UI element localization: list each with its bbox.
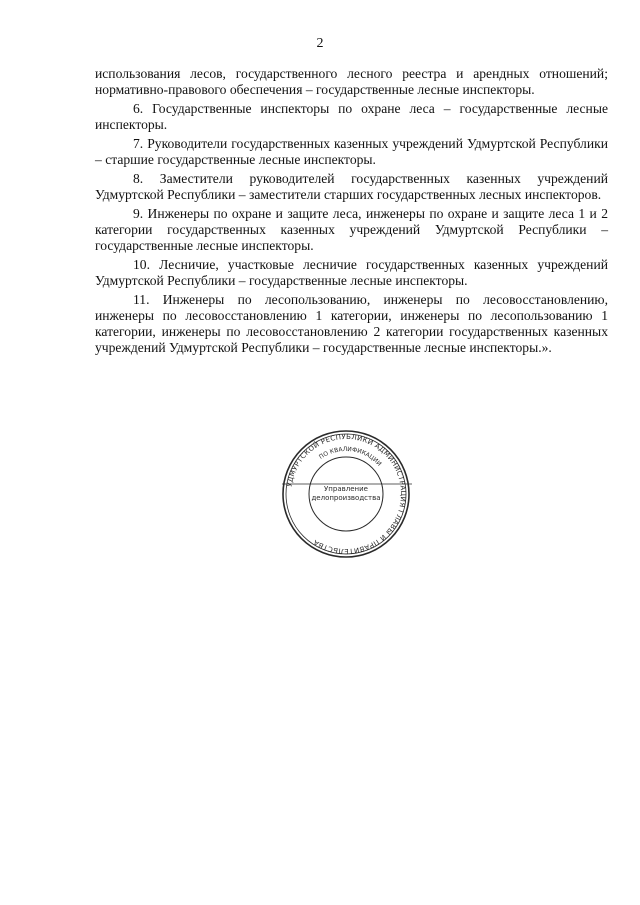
paragraph-item-11: 11. Инженеры по лесопользованию, инженеры по лесовосстановлению, инженеры по лесовосстановлению 1 категории, инженеры по лесопользованию 1 категории, инженеры по лесовосстановлению 2 категории государственных казенных учреждений Удмуртской Республики – государственные лесные инспекторы.». <box>95 292 608 355</box>
seal-center-line1: Управление <box>324 485 368 493</box>
paragraph-item-8: 8. Заместители руководителей государственных казенных учреждений Удмуртской Республики – заместители старших государственных лесных инспекторов. <box>95 171 608 202</box>
paragraph-item-7: 7. Руководители государственных казенных учреждений Удмуртской Республики – старшие государственные лесные инспекторы. <box>95 136 608 167</box>
paragraph-item-9: 9. Инженеры по охране и защите леса, инженеры по охране и защите леса 1 и 2 категории государственных казенных учреждений Удмуртской Республики – государственные лесные инспекторы. <box>95 206 608 253</box>
seal-inner-text: ПО КВАЛИФИКАЦИИ <box>317 445 383 468</box>
paragraph-continuation: использования лесов, государственного лесного реестра и арендных отношений; нормативно-правового обеспечения – государственные лесные инспекторы. <box>95 66 608 97</box>
seal-center-line2: делопроизводства <box>311 494 381 502</box>
document-body <box>95 66 608 359</box>
seal-outer-text: УДМУРТСКОЙ РЕСПУБЛИКИ АДМИНИСТРАЦИЯ ГЛАВЫ И ПРАВИТЕЛЬСТВА <box>285 432 408 556</box>
paragraph-item-6: 6. Государственные инспекторы по охране леса – государственные лесные инспекторы. <box>95 101 608 132</box>
seal-graphic <box>280 428 412 560</box>
paragraph-item-10: 10. Лесничие, участковые лесничие государственных казенных учреждений Удмуртской Республики – государственные лесные инспекторы. <box>95 257 608 288</box>
page-number: 2 <box>316 36 324 51</box>
official-seal-stamp <box>280 428 412 560</box>
